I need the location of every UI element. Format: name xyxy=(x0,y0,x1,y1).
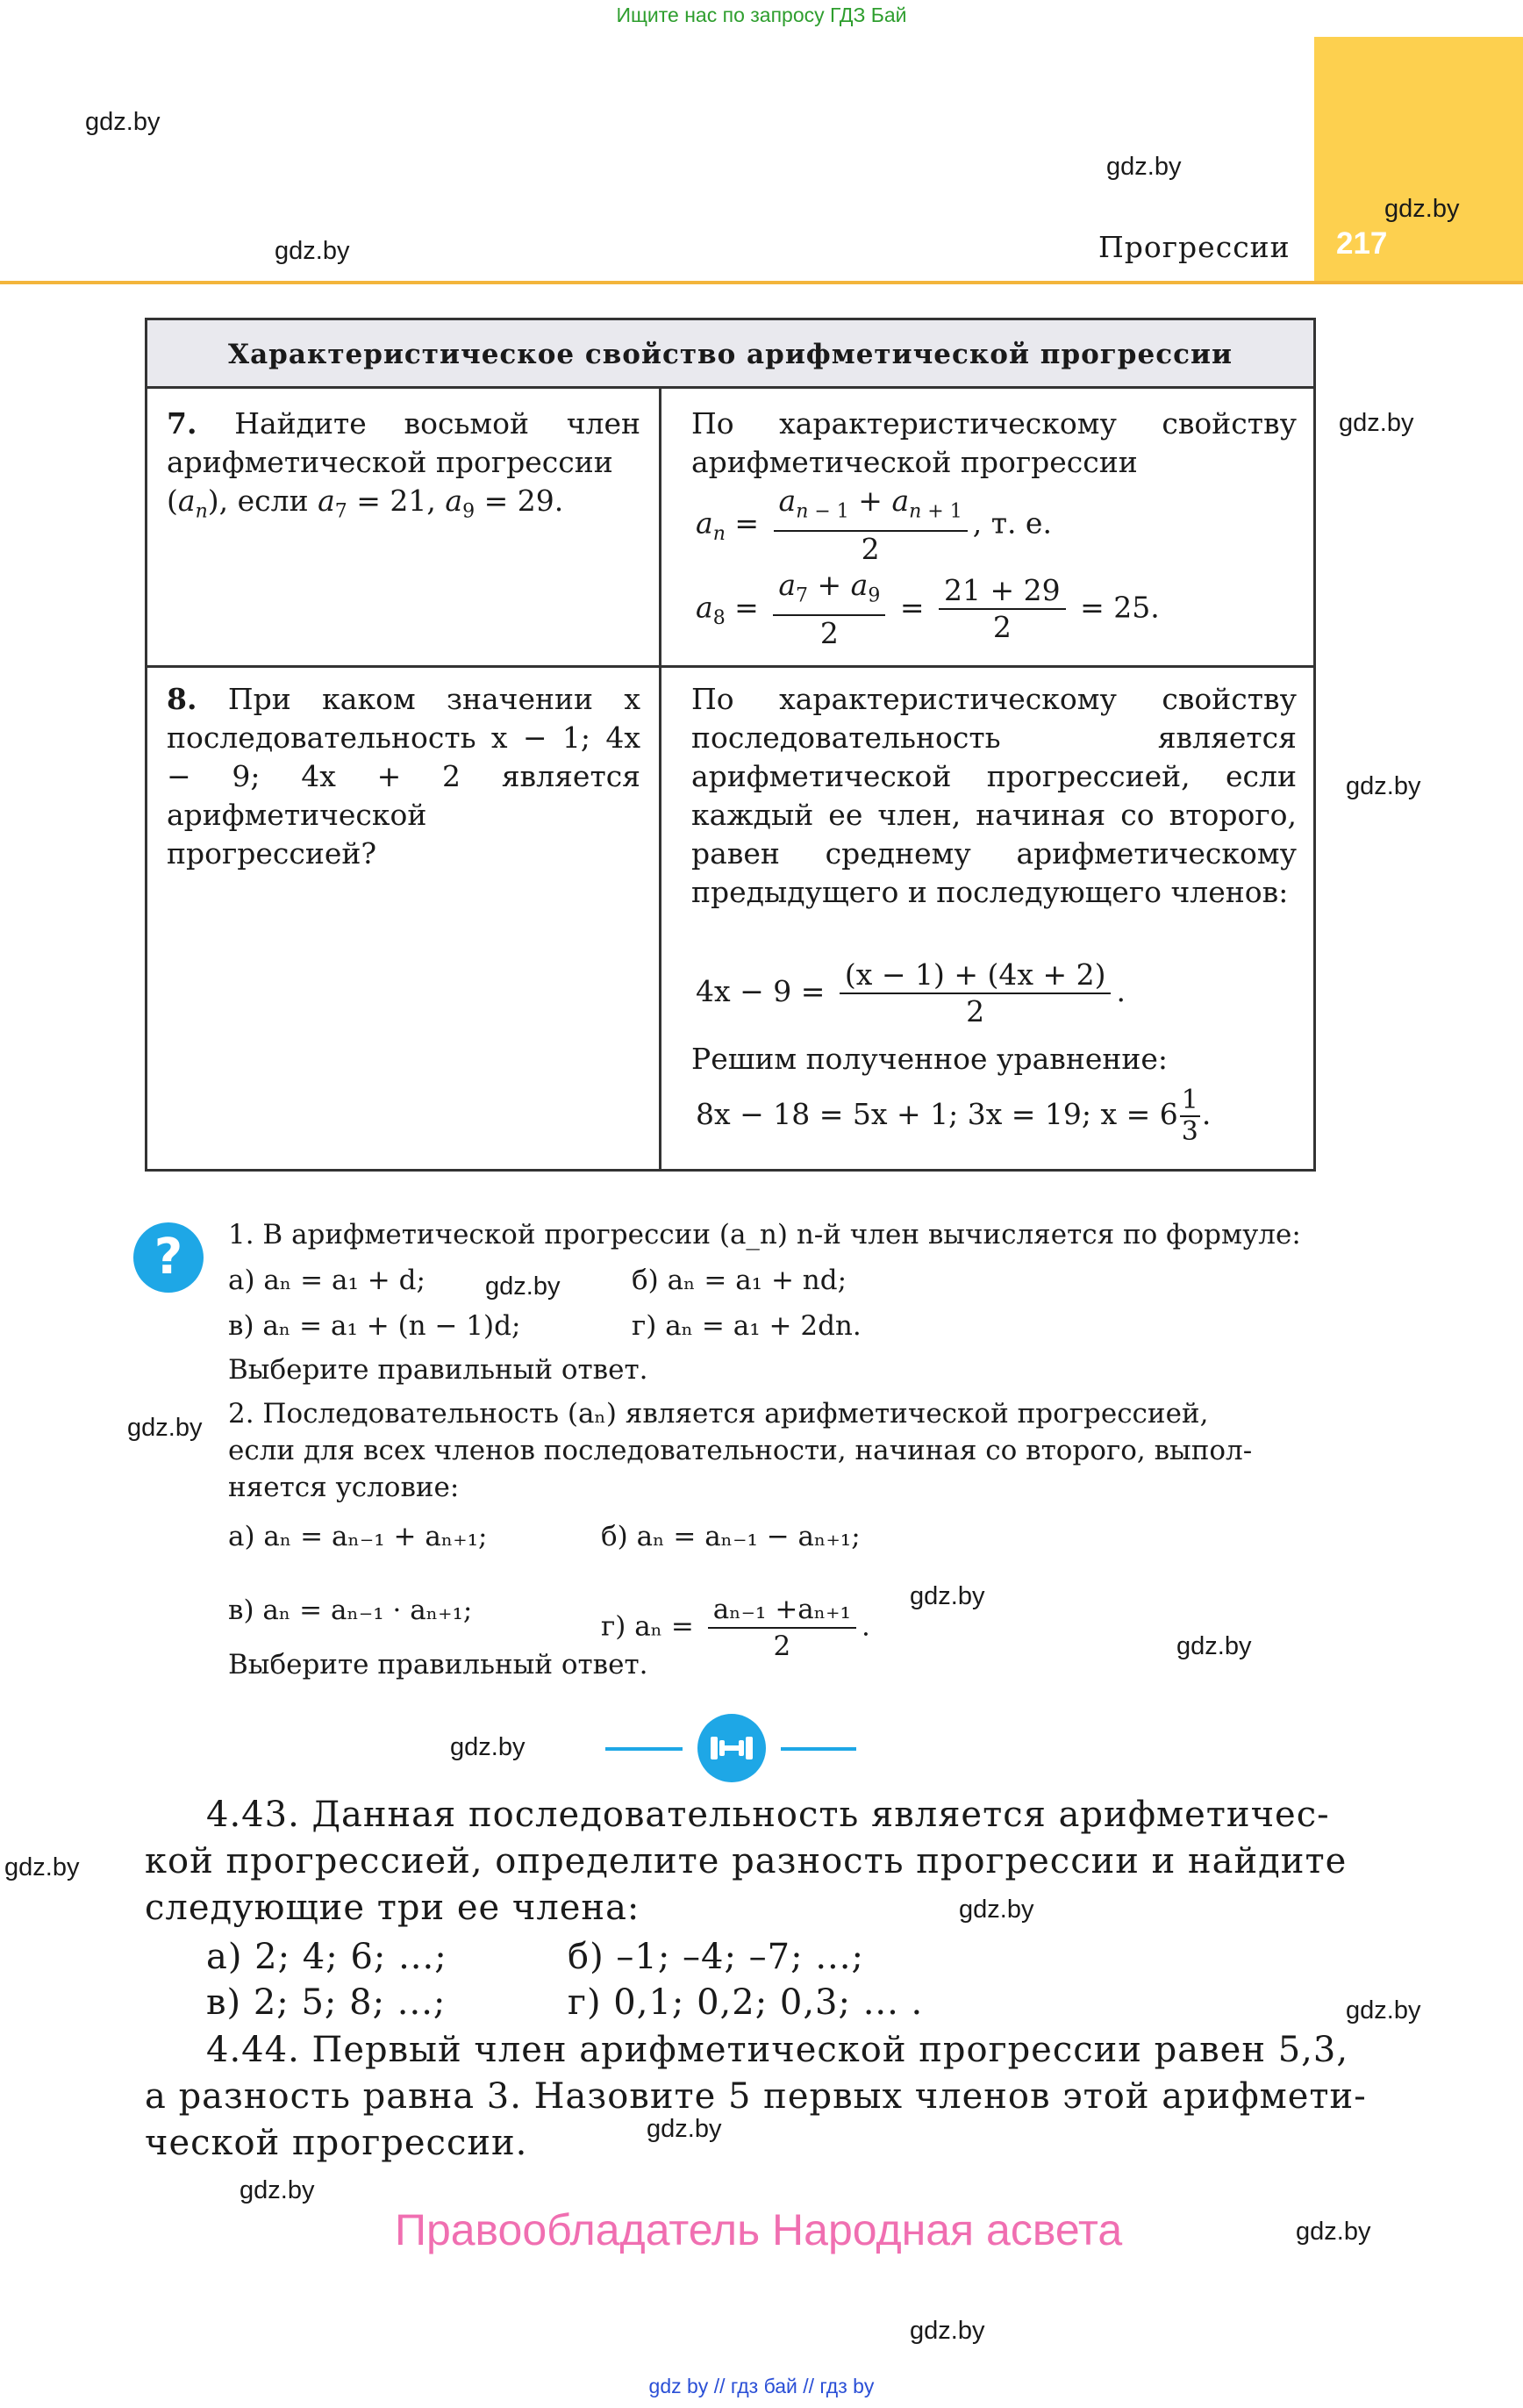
value-a9: = 29. xyxy=(483,484,564,518)
solution-8 xyxy=(691,680,1297,912)
exercise-4-44 xyxy=(145,2027,1367,2167)
watermark: gdz.by xyxy=(240,2176,315,2204)
option-d: г) 0,1; 0,2; 0,3; ... . xyxy=(568,1982,924,2023)
watermark: gdz.by xyxy=(1106,153,1182,181)
exercise-text: а разность равна 3. Назовите 5 первых членов этой арифмети- xyxy=(145,2076,1367,2117)
watermark: gdz.by xyxy=(959,1896,1034,1924)
solution-7 xyxy=(691,405,1297,482)
table-divider xyxy=(147,665,1313,668)
watermark: gdz.by xyxy=(1339,409,1414,437)
option-b: б) aₙ = aₙ₋₁ − aₙ₊₁; xyxy=(601,1521,861,1552)
task-number: 8. xyxy=(167,682,197,716)
formula-result: = 25. xyxy=(1080,590,1160,625)
top-banner[interactable]: Ищите нас по запросу ГДЗ Бай xyxy=(616,4,907,26)
watermark: gdz.by xyxy=(85,108,161,136)
task-text: Найдите восьмой член арифметической прогрессии xyxy=(167,406,640,479)
watermark: gdz.by xyxy=(127,1414,203,1442)
divider-line xyxy=(605,1747,683,1751)
question-icon: ? xyxy=(133,1222,204,1293)
question-text: 2. Последовательность (aₙ) является арифметической прогрессией, xyxy=(228,1398,1209,1430)
option-a: а) 2; 4; 6; ...; xyxy=(206,1937,447,1977)
task-text: При каком значении x последовательность x − 1; 4x − 9; 4x + 2 является арифметической прогрессией? xyxy=(167,682,641,871)
solution-intro: По характеристическому свойству арифметической прогрессии xyxy=(691,406,1297,479)
header-rule xyxy=(0,281,1523,284)
watermark: gdz.by xyxy=(485,1272,561,1301)
option-c: в) aₙ = aₙ₋₁ · aₙ₊₁; xyxy=(228,1595,473,1626)
footer-links[interactable]: gdz by // гдз бай // гдз by xyxy=(648,2375,875,2397)
option-a: а) aₙ = aₙ₋₁ + aₙ₊₁; xyxy=(228,1521,488,1552)
page-number: 217 xyxy=(1336,226,1388,261)
option-b: б) –1; –4; –7; ...; xyxy=(568,1937,864,1977)
exercise-4-43 xyxy=(145,1792,1348,2023)
watermark: gdz.by xyxy=(450,1733,526,1761)
exercise-text: ческой прогрессии. xyxy=(145,2123,528,2163)
question-text: если для всех членов последовательности, начиная со второго, выпол- xyxy=(228,1435,1253,1466)
watermark: gdz.by xyxy=(1346,772,1421,800)
task-7: 7. Найдите восьмой член арифметической прогрессии $(a_n)$, если $a_7 = 21$, $a_9 = 29$. xyxy=(167,406,640,523)
table-title: Характеристическое свойство арифметической прогрессии xyxy=(147,320,1313,389)
question-text: няется условие: xyxy=(228,1472,460,1503)
watermark: gdz.by xyxy=(910,1582,985,1610)
formula-a8: $a_8$ = $\frac{a_7 + a_9}{2}$ = $\frac{21 + 29}{2}$ = 25. xyxy=(696,568,1160,650)
task-cond: , если xyxy=(218,484,309,518)
watermark: gdz.by xyxy=(275,237,350,265)
watermark: gdz.by xyxy=(1176,1632,1252,1660)
formula-an: $a_n$ = $\frac{a_{n - 1} + a_{n + 1}}{2}$ , т. е. xyxy=(696,484,1052,566)
final-answer: 8x − 18 = 5x + 1; 3x = 19; x = 6 $\frac{1}{3}$ . xyxy=(696,1085,1212,1147)
exercise-text: 4.44. Первый член арифметической прогрессии равен 5,3, xyxy=(206,2030,1349,2070)
exercise-text: 4.43. Данная последовательность является арифметичес- xyxy=(206,1795,1330,1835)
option-a: а) aₙ = a₁ + d; xyxy=(228,1265,425,1296)
question-text: 1. В арифметической прогрессии (a_n) n-й член вычисляется по формуле: xyxy=(228,1219,1301,1251)
watermark: gdz.by xyxy=(1346,1996,1421,2025)
rights-notice: Правообладатель Народная асвета xyxy=(395,2205,1123,2254)
option-d: г) aₙ = $\frac{\text{aₙ₋₁ +aₙ₊₁}}{2}$ . xyxy=(601,1594,870,1662)
watermark: gdz.by xyxy=(910,2317,985,2345)
task-number: 7. xyxy=(167,406,197,441)
exercise-text: следующие три ее члена: xyxy=(145,1888,640,1928)
value-a7: = 21, xyxy=(356,484,436,518)
option-b: б) aₙ = a₁ + nd; xyxy=(632,1265,847,1296)
solution-text: По характеристическому свойству последовательность является арифметической прогрессией, если каждый ее член, начиная со второго, равен среднему арифметическому предыдущего и последующего членов: xyxy=(691,682,1297,909)
watermark: gdz.by xyxy=(1296,2218,1371,2246)
watermark: gdz.by xyxy=(1384,195,1460,223)
solve-label: Решим полученное уравнение: xyxy=(691,1042,1168,1076)
watermark: gdz.by xyxy=(4,1853,80,1881)
option-c: в) 2; 5; 8; ...; xyxy=(206,1982,447,2023)
property-table xyxy=(145,318,1316,1172)
choose-label: Выберите правильный ответ. xyxy=(228,1649,648,1681)
option-c: в) aₙ = a₁ + (n − 1)d; xyxy=(228,1310,521,1342)
exercise-text: кой прогрессией, определите разность прогрессии и найдите xyxy=(145,1841,1348,1881)
choose-label: Выберите правильный ответ. xyxy=(228,1354,648,1386)
task-8 xyxy=(167,680,640,873)
equation: 4x − 9 = $\frac{(x - 1) + (4x + 2)}{2}$ . xyxy=(696,957,1126,1028)
option-d: г) aₙ = a₁ + 2dn. xyxy=(632,1310,862,1342)
watermark: gdz.by xyxy=(647,2115,722,2143)
section-title: Прогрессии xyxy=(1098,230,1291,264)
table-divider xyxy=(659,389,661,1172)
dumbbell-icon xyxy=(697,1714,766,1782)
divider-line xyxy=(781,1747,856,1751)
formula-te: , т. е. xyxy=(972,505,1052,541)
